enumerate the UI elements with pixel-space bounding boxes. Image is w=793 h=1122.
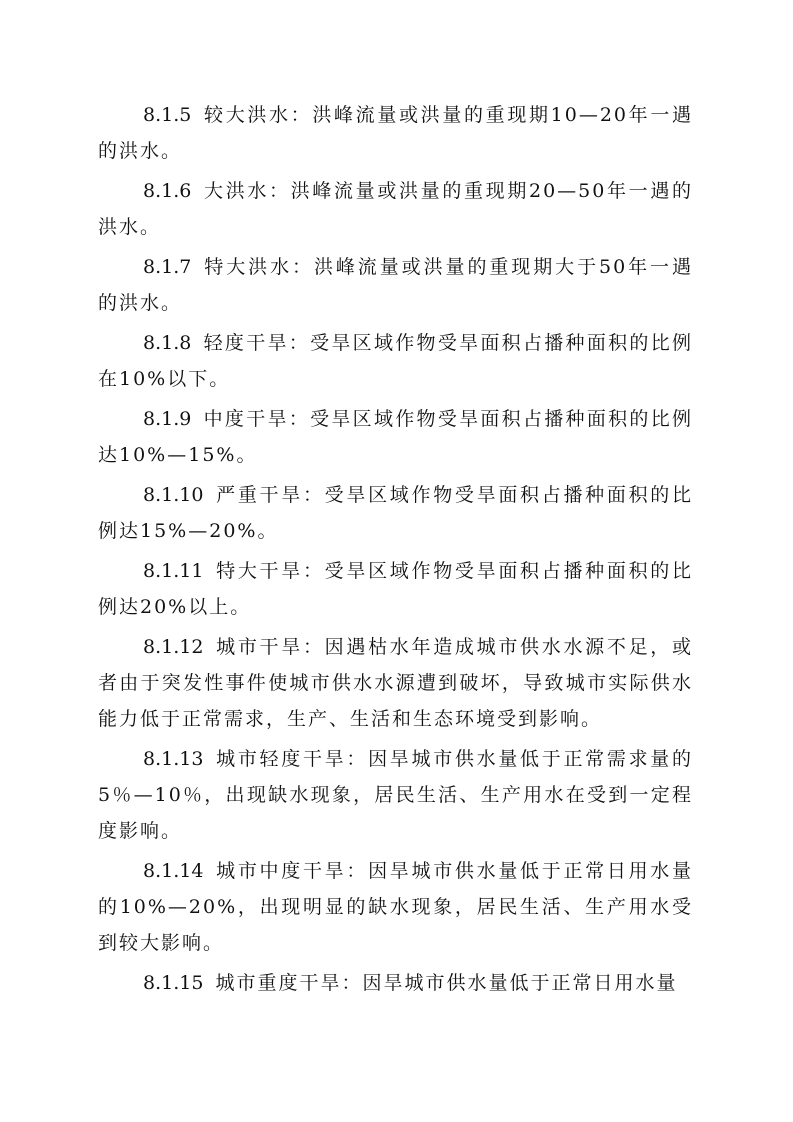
paragraph-8-1-12 bbox=[98, 629, 693, 737]
clause-number: 8.1.5 bbox=[143, 104, 192, 126]
clause-text: 轻度干旱：受旱区域作物受旱面积占播种面积的比例在10%以下。 bbox=[98, 332, 693, 390]
clause-number: 8.1.11 bbox=[143, 560, 204, 582]
paragraph-8-1-5 bbox=[98, 97, 693, 169]
paragraph-8-1-15 bbox=[98, 965, 693, 1001]
paragraph-8-1-6 bbox=[98, 173, 693, 245]
clause-number: 8.1.6 bbox=[143, 180, 192, 202]
paragraph-8-1-8 bbox=[98, 325, 693, 397]
clause-number: 8.1.12 bbox=[143, 636, 204, 658]
clause-number: 8.1.10 bbox=[143, 484, 204, 506]
clause-text: 大洪水：洪峰流量或洪量的重现期20—50年一遇的洪水。 bbox=[98, 180, 693, 238]
clause-text: 城市重度干旱：因旱城市供水量低于正常日用水量 bbox=[215, 972, 678, 994]
paragraph-8-1-11 bbox=[98, 553, 693, 625]
clause-number: 8.1.14 bbox=[143, 860, 204, 882]
clause-number: 8.1.15 bbox=[143, 972, 204, 994]
clause-number: 8.1.8 bbox=[143, 332, 192, 354]
clause-text: 严重干旱：受旱区域作物受旱面积占播种面积的比例达15%—20%。 bbox=[98, 484, 693, 542]
paragraph-8-1-13 bbox=[98, 741, 693, 849]
clause-text: 特大干旱：受旱区域作物受旱面积占播种面积的比例达20%以上。 bbox=[98, 560, 693, 618]
clause-number: 8.1.9 bbox=[143, 408, 192, 430]
clause-text: 特大洪水：洪峰流量或洪量的重现期大于50年一遇的洪水。 bbox=[98, 256, 693, 314]
clause-number: 8.1.7 bbox=[143, 256, 192, 278]
clause-text: 城市干旱：因遇枯水年造成城市供水水源不足，或者由于突发性事件使城市供水水源遭到破坏，导致城市实际供水能力低于正常需求，生产、生活和生态环境受到影响。 bbox=[98, 636, 693, 730]
clause-text: 城市中度干旱：因旱城市供水量低于正常日用水量的10%—20%，出现明显的缺水现象，居民生活、生产用水受到较大影响。 bbox=[98, 860, 693, 954]
clause-text: 城市轻度干旱：因旱城市供水量低于正常需求量的5％—10％，出现缺水现象，居民生活、生产用水在受到一定程度影响。 bbox=[98, 748, 693, 842]
paragraph-8-1-9 bbox=[98, 401, 693, 473]
paragraph-8-1-7 bbox=[98, 249, 693, 321]
clause-number: 8.1.13 bbox=[143, 748, 204, 770]
clause-text: 中度干旱：受旱区域作物受旱面积占播种面积的比例达10%—15%。 bbox=[98, 408, 693, 466]
paragraph-8-1-10 bbox=[98, 477, 693, 549]
document-body bbox=[98, 97, 693, 1005]
paragraph-8-1-14 bbox=[98, 853, 693, 961]
clause-text: 较大洪水：洪峰流量或洪量的重现期10—20年一遇的洪水。 bbox=[98, 104, 693, 162]
